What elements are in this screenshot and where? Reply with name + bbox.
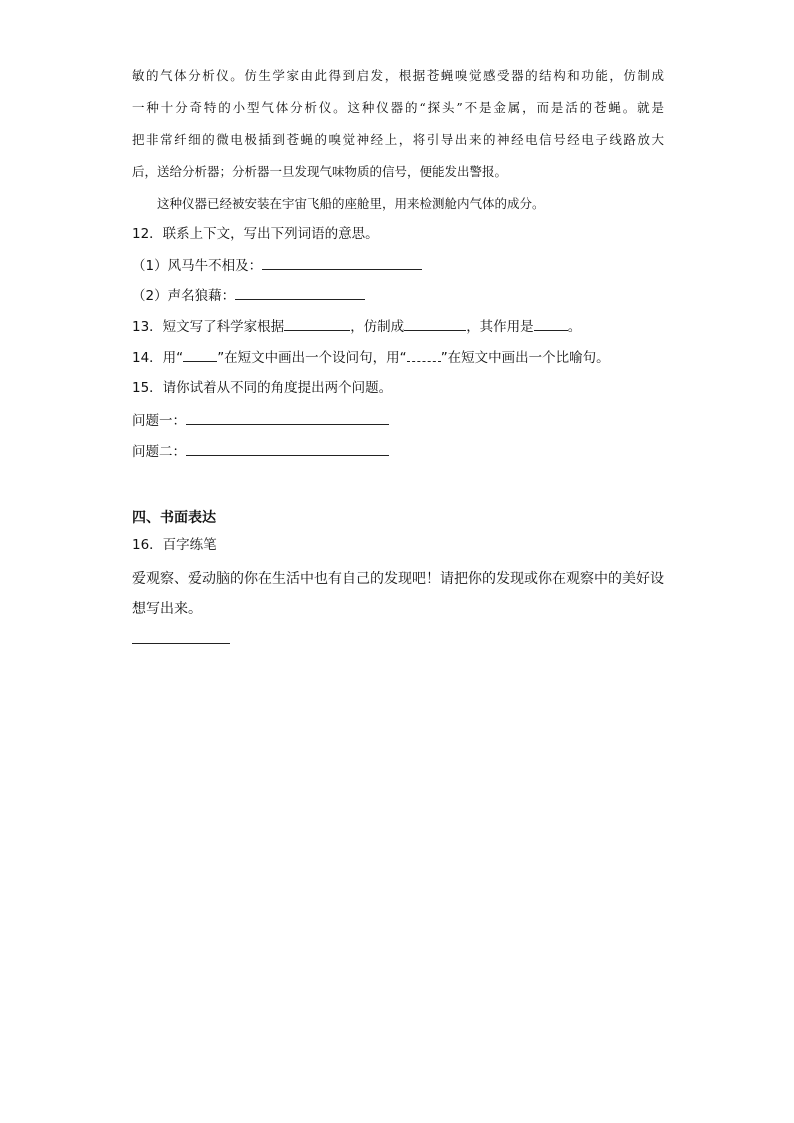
answer-blank[interactable] bbox=[284, 316, 350, 331]
question-16-prompt: 爱观察、爱动脑的你在生活中也有自己的发现吧！请把你的发现或你在观察中的美好设想写出来。 bbox=[132, 571, 664, 617]
passage-paragraph-2: 这种仪器已经被安装在宇宙飞船的座舱里，用来检测舱内气体的成分。 bbox=[157, 196, 545, 211]
answer-blank[interactable] bbox=[186, 410, 389, 425]
question-12-item-1 bbox=[132, 255, 422, 276]
question-14-part-1: 14．用“ bbox=[132, 350, 184, 366]
answer-blank[interactable] bbox=[132, 643, 230, 644]
question-14-part-3: ”在短文中画出一个比喻句。 bbox=[440, 350, 610, 366]
answer-blank[interactable] bbox=[262, 255, 422, 270]
question-13-part-1: 13．短文写了科学家根据 bbox=[132, 319, 285, 335]
wavy-line-sample bbox=[407, 347, 441, 362]
reading-passage bbox=[132, 60, 664, 220]
question-15-label-2: 问题二： bbox=[132, 444, 186, 460]
question-13 bbox=[132, 316, 581, 337]
question-15-item-2 bbox=[132, 441, 389, 462]
section-4-title: 四、书面表达 bbox=[132, 510, 216, 526]
question-12-item-2-label: （2）声名狼藉： bbox=[132, 288, 236, 304]
answer-blank[interactable] bbox=[186, 441, 389, 456]
passage-line-2: 一种十分奇特的小型气体分析仪。这种仪器的“探头”不是金属，而是活的苍蝇。就是 bbox=[132, 100, 664, 115]
question-15-label-1: 问题一： bbox=[132, 413, 186, 429]
answer-blank[interactable] bbox=[534, 316, 568, 331]
answer-blank[interactable] bbox=[235, 285, 365, 300]
answer-blank[interactable] bbox=[404, 316, 466, 331]
question-12-stem: 12．联系上下文，写出下列词语的意思。 bbox=[132, 226, 379, 242]
underline-sample bbox=[183, 347, 217, 362]
passage-line-1: 敏的气体分析仪。仿生学家由此得到启发，根据苍蝇嗅觉感受器的结构和功能，仿制成 bbox=[132, 68, 664, 83]
question-12-item-1-label: （1）风马牛不相及： bbox=[132, 258, 263, 274]
passage-line-3: 把非常纤细的微电极插到苍蝇的嗅觉神经上，将引导出来的神经电信号经电子线路放大 bbox=[132, 132, 664, 147]
question-14-part-2: ”在短文中画出一个设问句，用“ bbox=[217, 350, 407, 366]
passage-line-4: 后，送给分析器；分析器一旦发现气味物质的信号，便能发出警报。 bbox=[132, 164, 508, 179]
question-13-part-4: 。 bbox=[567, 319, 582, 335]
question-15-stem: 15．请你试着从不同的角度提出两个问题。 bbox=[132, 380, 393, 396]
question-12-item-2 bbox=[132, 285, 365, 306]
question-13-part-3: ，其作用是 bbox=[466, 319, 534, 335]
question-13-part-2: ，仿制成 bbox=[350, 319, 405, 335]
question-15-item-1 bbox=[132, 410, 389, 431]
question-14 bbox=[132, 347, 610, 368]
question-16-stem: 16．百字练笔 bbox=[132, 537, 217, 553]
